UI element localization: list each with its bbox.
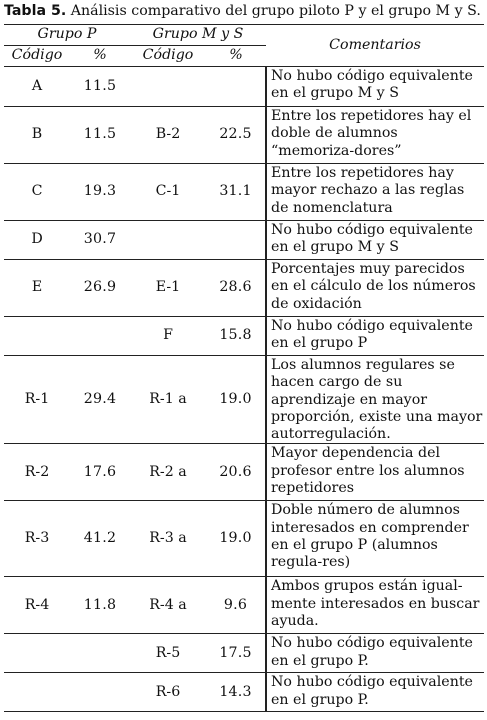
comment: Entre los repetidores hay el doble de alumnos “memoriza-dores” <box>266 107 484 164</box>
p-code: R-1 <box>4 356 70 444</box>
comment: Mayor dependencia del profesor entre los alumnos repetidores <box>266 444 484 501</box>
p-code: R-2 <box>4 444 70 501</box>
p-percent: 11.5 <box>70 107 130 164</box>
comment: Ambos grupos están igual-mente interesados en buscar ayuda. <box>266 577 484 634</box>
ms-code: F <box>130 317 206 356</box>
p-percent: 19.3 <box>70 164 130 221</box>
ms-percent: 28.6 <box>206 260 266 317</box>
ms-code: R-3 a <box>130 501 206 577</box>
p-code: R-4 <box>4 577 70 634</box>
p-percent <box>70 673 130 712</box>
table-row <box>4 501 484 577</box>
p-code: R-3 <box>4 501 70 577</box>
ms-code: R-6 <box>130 673 206 712</box>
table-row <box>4 107 484 164</box>
p-code <box>4 317 70 356</box>
ms-percent: 20.6 <box>206 444 266 501</box>
table-row <box>4 317 484 356</box>
comment: No hubo código equivalente en el grupo M y S <box>266 221 484 260</box>
p-percent: 11.5 <box>70 67 130 107</box>
ms-percent <box>206 221 266 260</box>
ms-code: R-1 a <box>130 356 206 444</box>
p-percent: 11.8 <box>70 577 130 634</box>
ms-percent: 31.1 <box>206 164 266 221</box>
p-code: B <box>4 107 70 164</box>
table-row <box>4 673 484 712</box>
ms-percent: 17.5 <box>206 634 266 673</box>
comment: Porcentajes muy parecidos en el cálculo de los números de oxidación <box>266 260 484 317</box>
header-comments: Comentarios <box>266 25 484 67</box>
comment: No hubo código equivalente en el grupo P. <box>266 634 484 673</box>
table-row <box>4 164 484 221</box>
ms-code: E-1 <box>130 260 206 317</box>
caption-label: Tabla 5. <box>4 3 67 19</box>
p-code: C <box>4 164 70 221</box>
ms-percent: 15.8 <box>206 317 266 356</box>
ms-code: R-4 a <box>130 577 206 634</box>
ms-code: R-2 a <box>130 444 206 501</box>
ms-code <box>130 221 206 260</box>
comment: No hubo código equivalente en el grupo P. <box>266 673 484 712</box>
table-caption <box>4 2 484 20</box>
table-body <box>4 67 484 712</box>
ms-code: C-1 <box>130 164 206 221</box>
comment: Los alumnos regulares se hacen cargo de su aprendizaje en mayor proporción, existe una mayor autorregulación. <box>266 356 484 444</box>
p-percent: 17.6 <box>70 444 130 501</box>
p-code <box>4 673 70 712</box>
ms-percent: 9.6 <box>206 577 266 634</box>
comment: No hubo código equivalente en el grupo M y S <box>266 67 484 107</box>
ms-code <box>130 67 206 107</box>
comment: No hubo código equivalente en el grupo P <box>266 317 484 356</box>
comparison-table <box>4 24 484 712</box>
header-code-ms: Código <box>130 46 206 67</box>
ms-code: B-2 <box>130 107 206 164</box>
p-percent: 41.2 <box>70 501 130 577</box>
header-group-ms: Grupo M y S <box>130 25 266 46</box>
p-percent: 29.4 <box>70 356 130 444</box>
p-code: D <box>4 221 70 260</box>
table-row <box>4 67 484 107</box>
p-code <box>4 634 70 673</box>
ms-percent: 14.3 <box>206 673 266 712</box>
comment: Doble número de alumnos interesados en comprender en el grupo P (alumnos regula-res) <box>266 501 484 577</box>
p-percent: 30.7 <box>70 221 130 260</box>
ms-percent <box>206 67 266 107</box>
header-code-p: Código <box>4 46 70 67</box>
ms-code: R-5 <box>130 634 206 673</box>
ms-percent: 19.0 <box>206 501 266 577</box>
table-header <box>4 25 484 67</box>
ms-percent: 22.5 <box>206 107 266 164</box>
table-row <box>4 634 484 673</box>
p-percent: 26.9 <box>70 260 130 317</box>
p-percent <box>70 634 130 673</box>
caption-text: Análisis comparativo del grupo piloto P y el grupo M y S. <box>70 3 481 19</box>
table-row <box>4 444 484 501</box>
header-percent-p: % <box>70 46 130 67</box>
table-row <box>4 577 484 634</box>
table-row <box>4 221 484 260</box>
header-percent-ms: % <box>206 46 266 67</box>
p-code: E <box>4 260 70 317</box>
table-row <box>4 260 484 317</box>
comment: Entre los repetidores hay mayor rechazo a las reglas de nomenclatura <box>266 164 484 221</box>
p-code: A <box>4 67 70 107</box>
p-percent <box>70 317 130 356</box>
ms-percent: 19.0 <box>206 356 266 444</box>
header-group-p: Grupo P <box>4 25 130 46</box>
table-row <box>4 356 484 444</box>
